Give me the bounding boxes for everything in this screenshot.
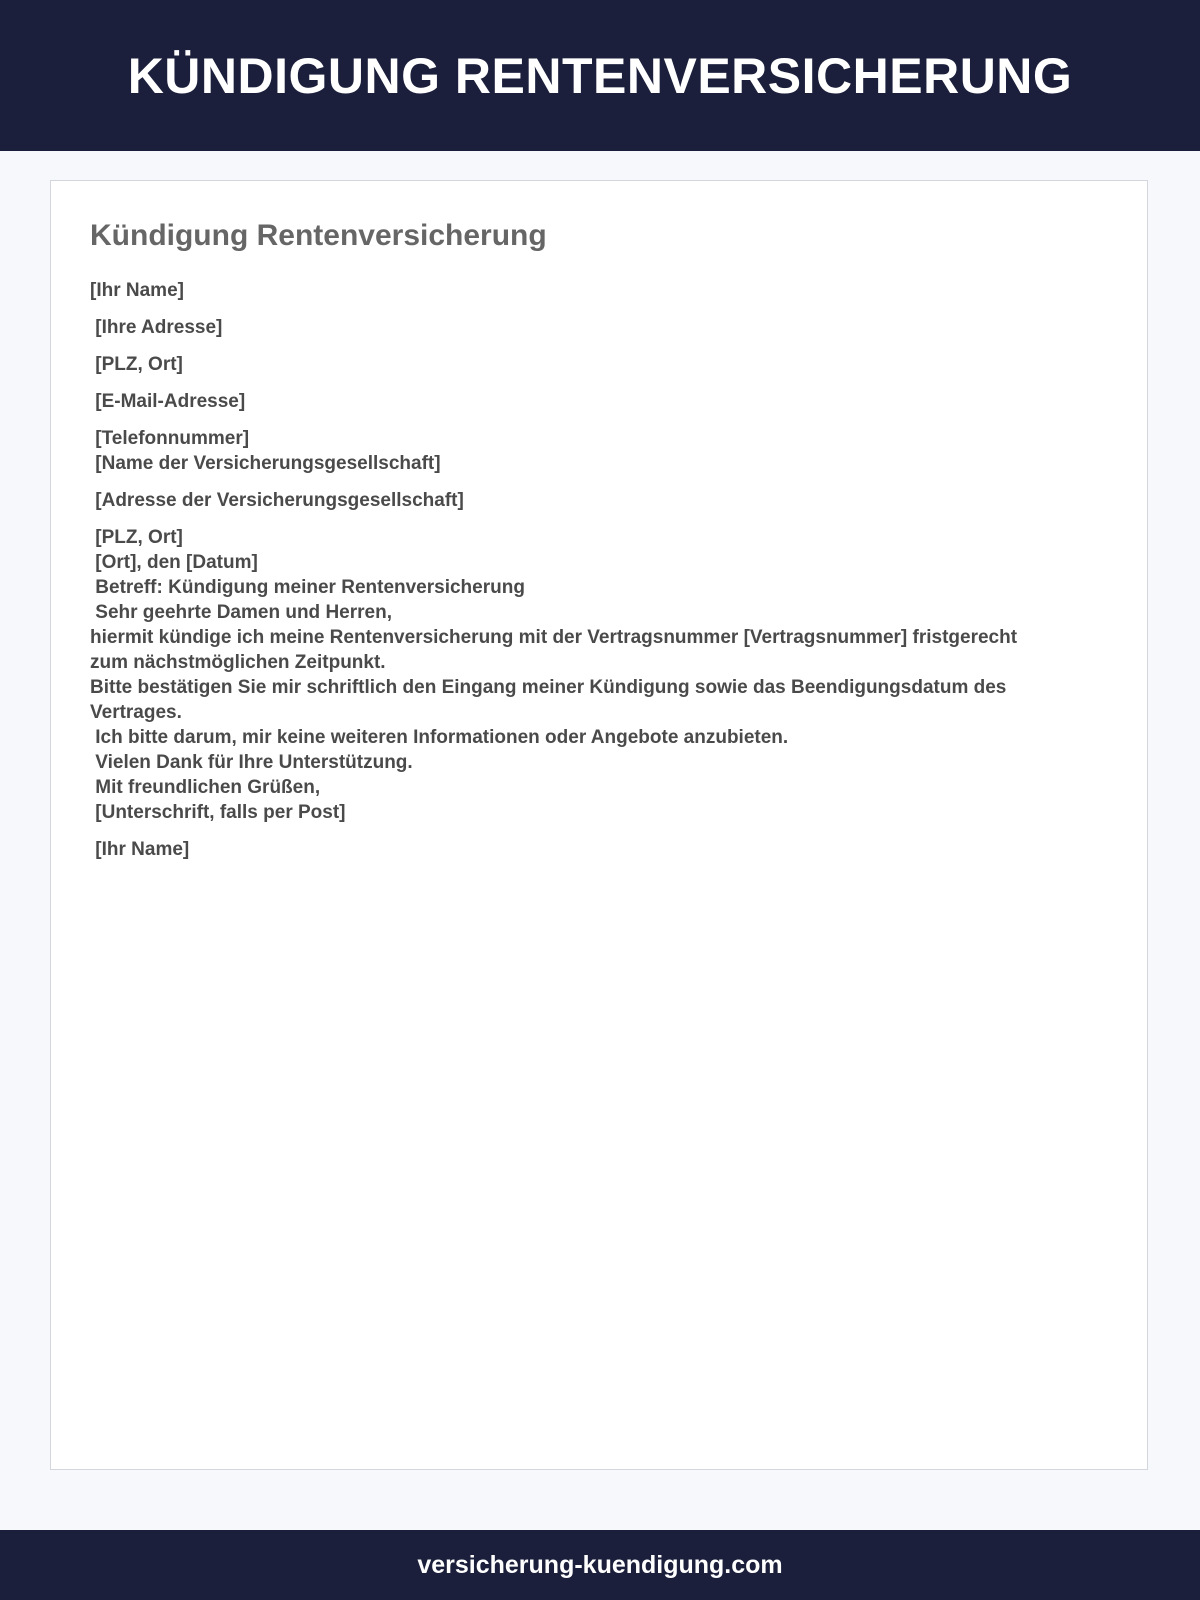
- document-title: Kündigung Rentenversicherung: [90, 219, 547, 252]
- sender-phone: [Telefonnummer]: [90, 428, 250, 449]
- body-paragraph-3: Ich bitte darum, mir keine weiteren Informationen oder Angebote anzubieten.: [90, 727, 789, 748]
- insurer-postal-city: [PLZ, Ort]: [90, 527, 183, 548]
- letter-card: [50, 180, 1148, 1470]
- place-date: [Ort], den [Datum]: [90, 552, 258, 573]
- body-paragraph-1-line-1: hiermit kündige ich meine Rentenversicherung mit der Vertragsnummer [Vertragsnummer] fristgerecht: [90, 627, 1018, 648]
- body-paragraph-1-line-2: zum nächstmöglichen Zeitpunkt.: [90, 652, 386, 673]
- page-header: [0, 0, 1200, 151]
- signer-name: [Ihr Name]: [90, 839, 190, 860]
- insurer-name: [Name der Versicherungsgesellschaft]: [90, 453, 441, 474]
- body-paragraph-2-line-1: Bitte bestätigen Sie mir schriftlich den Eingang meiner Kündigung sowie das Beendigungsdatum des: [90, 677, 1007, 698]
- body-paragraph-2-line-2: Vertrages.: [90, 702, 182, 723]
- header-title: KÜNDIGUNG RENTENVERSICHERUNG: [127, 47, 1073, 104]
- insurer-address: [Adresse der Versicherungsgesellschaft]: [90, 490, 464, 511]
- footer-site-link[interactable]: versicherung-kuendigung.com: [417, 1550, 783, 1579]
- sender-address: [Ihre Adresse]: [90, 317, 223, 338]
- closing-line: Mit freundlichen Grüßen,: [90, 777, 321, 798]
- salutation: Sehr geehrte Damen und Herren,: [90, 602, 392, 623]
- sender-name: [Ihr Name]: [90, 280, 184, 301]
- signature-placeholder: [Unterschrift, falls per Post]: [90, 802, 346, 823]
- thanks-line: Vielen Dank für Ihre Unterstützung.: [90, 752, 413, 773]
- page-footer: [0, 1530, 1200, 1600]
- sender-postal-city: [PLZ, Ort]: [90, 354, 183, 375]
- subject-line: Betreff: Kündigung meiner Rentenversicherung: [90, 577, 525, 598]
- sender-email: [E-Mail-Adresse]: [90, 391, 246, 412]
